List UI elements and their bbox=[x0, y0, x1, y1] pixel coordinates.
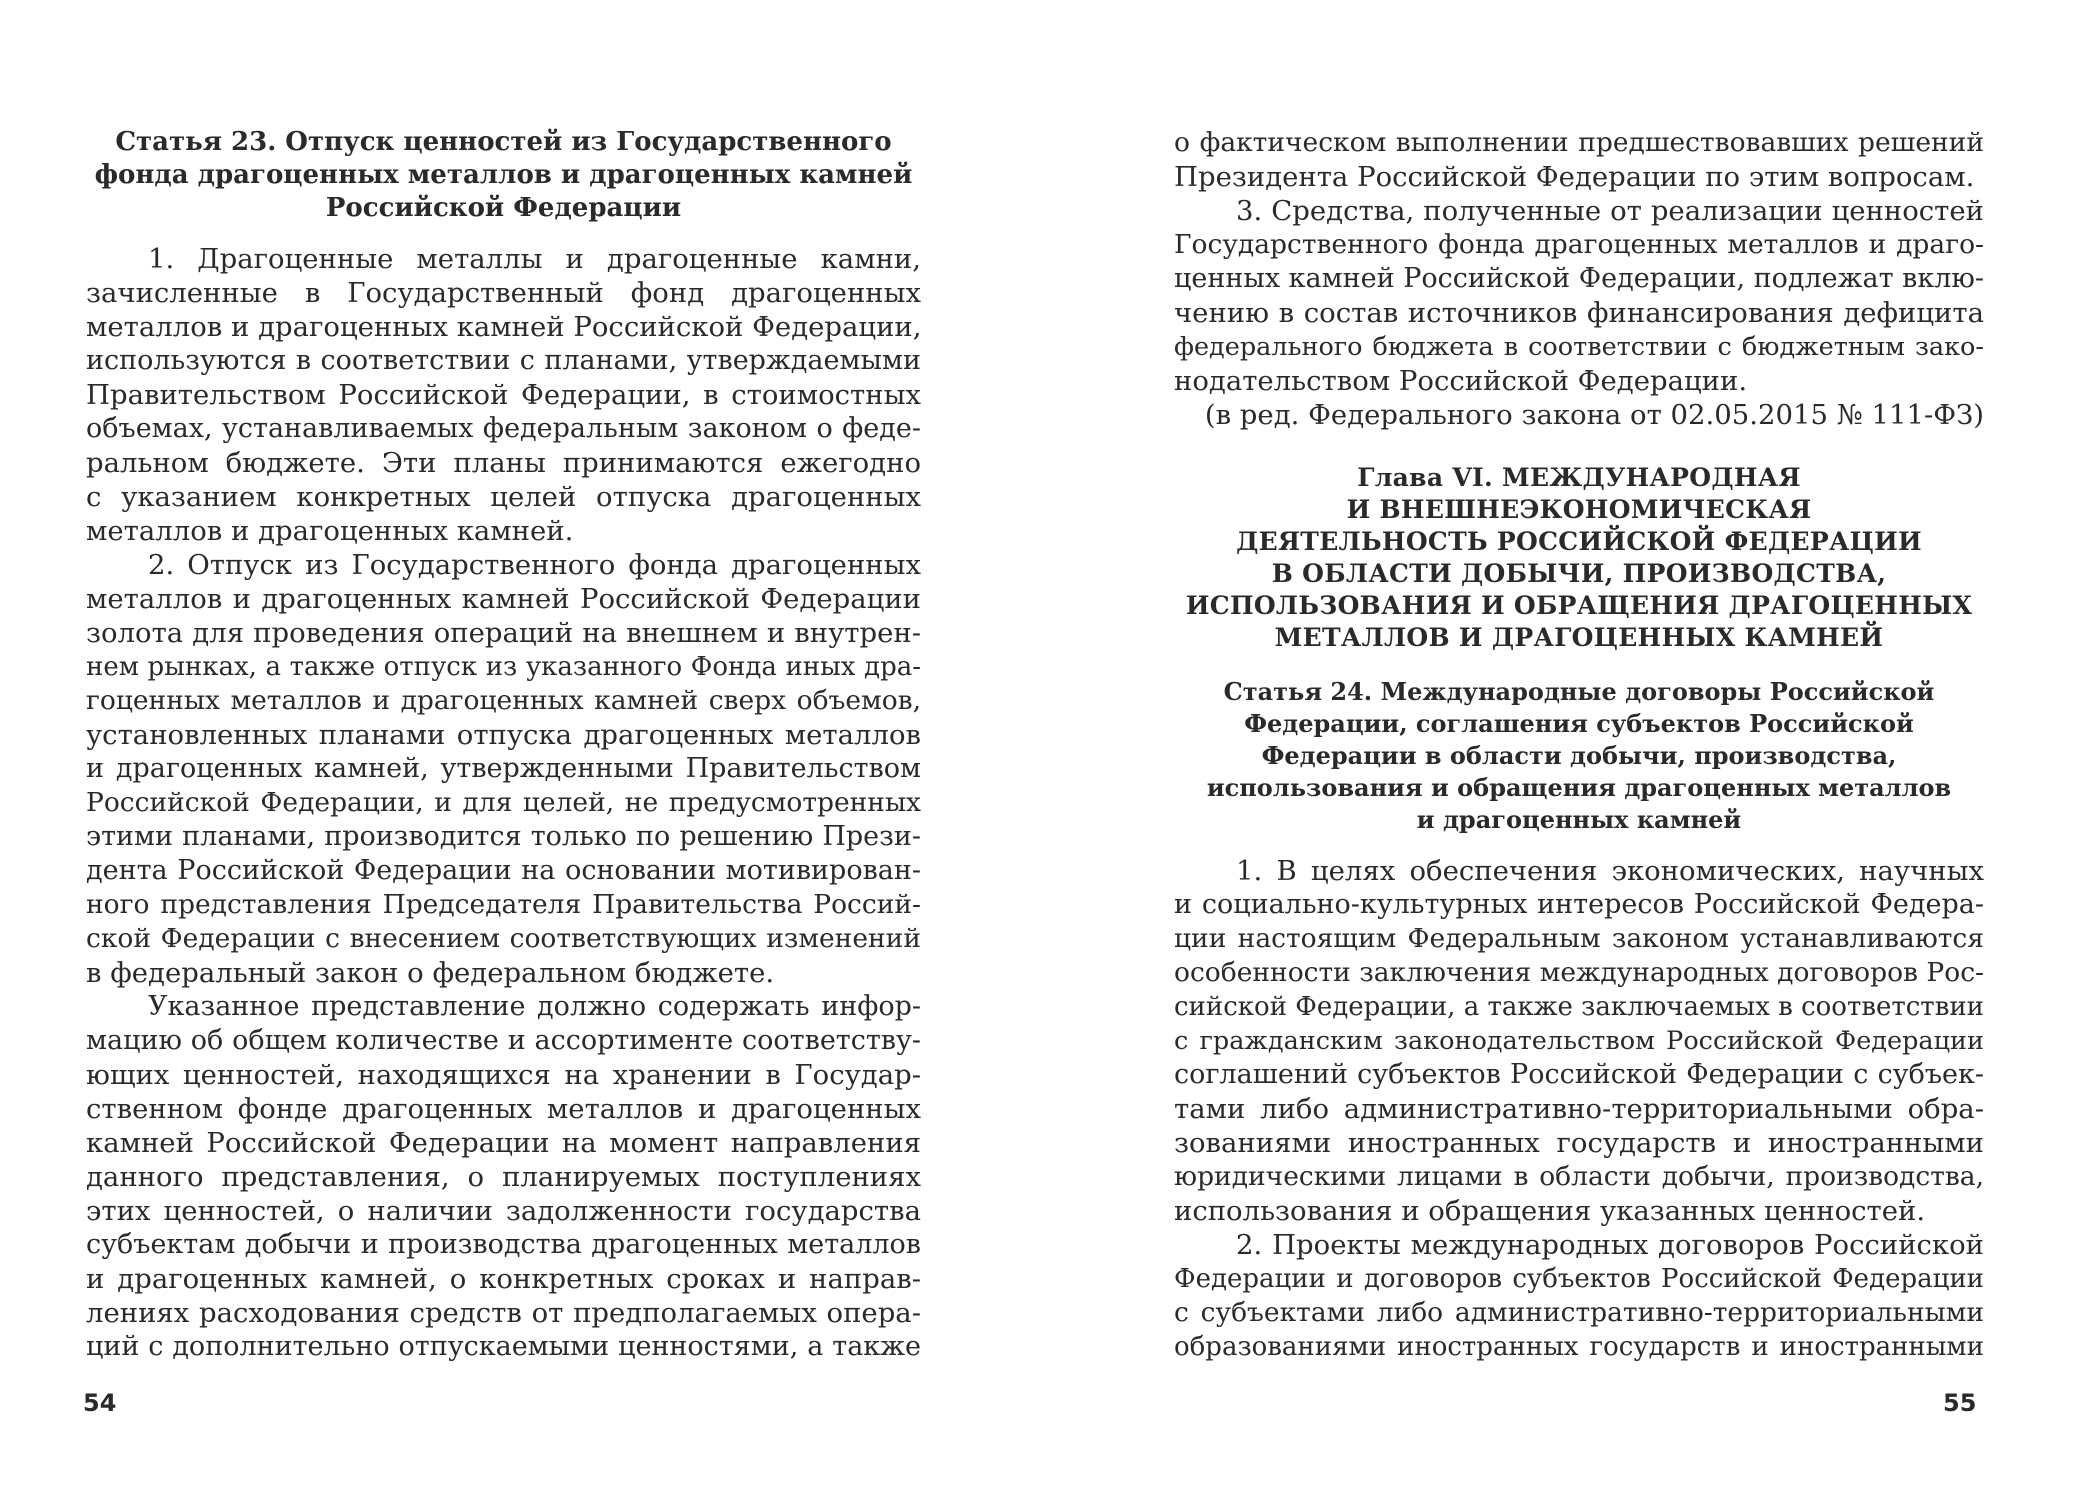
text-line: 2. Отпуск из Государственного фонда драгоценных bbox=[148, 549, 921, 581]
heading-line: Статья 24. Международные договоры Российской bbox=[1223, 677, 1935, 706]
text-line: 1. В целях обеспечения экономических, научных bbox=[1236, 855, 1984, 887]
text-line: с указанием конкретных целей отпуска драгоценных bbox=[86, 481, 921, 513]
text-line: в федеральный закон о федеральном бюджете. bbox=[86, 957, 775, 989]
text-line: чению в состав источников финансирования дефицита bbox=[1174, 297, 1984, 329]
text-line: используются в соответствии с планами, утверждаемыми bbox=[86, 345, 921, 376]
text-line: о фактическом выполнении предшествовавших решений bbox=[1174, 127, 1984, 158]
amendment-note: (в ред. Федерального закона от 02.05.2015 № 111-ФЗ) bbox=[1204, 399, 1984, 431]
text-line: с гражданским законодательством Российской Федерации bbox=[1174, 1026, 1984, 1056]
text-line: субъектам добычи и производства драгоценных металлов bbox=[86, 1229, 921, 1260]
heading-line: В ОБЛАСТИ ДОБЫЧИ, ПРОИЗВОДСТВА, bbox=[1271, 559, 1887, 588]
text-line: гоценных металлов и драгоценных камней сверх объемов, bbox=[86, 685, 921, 716]
text-line: федерального бюджета в соответствии с бюджетным зако- bbox=[1174, 332, 1984, 362]
text-line: Указанное представление должно содержать инфор- bbox=[148, 991, 921, 1022]
text-line: ции настоящим Федеральным законом устанавливаются bbox=[1174, 923, 1984, 954]
heading-line: фонда драгоценных металлов и драгоценных камней bbox=[94, 160, 913, 190]
heading-line: Статья 23. Отпуск ценностей из Государственного bbox=[115, 127, 892, 157]
text-line: металлов и драгоценных камней. bbox=[86, 515, 574, 547]
text-line: с субъектами либо административно-территориальными bbox=[1174, 1297, 1984, 1328]
text-line: ственном фонде драгоценных металлов и драгоценных bbox=[86, 1093, 921, 1125]
text-line: юридическими лицами в области добычи, производства, bbox=[1174, 1161, 1984, 1192]
text-line: объемах, устанавливаемых федеральным законом о феде- bbox=[86, 413, 921, 444]
text-line: лениях расходования средств от предполагаемых опера- bbox=[86, 1297, 921, 1329]
text-line: нодательством Российской Федерации. bbox=[1174, 365, 1748, 397]
text-line: и драгоценных камней, утвержденными Правительством bbox=[86, 753, 921, 784]
text-line: сийской Федерации, а также заключаемых в соответствии bbox=[1174, 992, 1984, 1022]
text-line: 3. Средства, полученные от реализации ценностей bbox=[1236, 195, 1984, 227]
text-line: соглашений субъектов Российской Федерации с субъек- bbox=[1174, 1059, 1984, 1090]
heading-line: использования и обращения драгоценных металлов bbox=[1206, 773, 1952, 802]
text-line: ющих ценностей, находящихся на хранении в Государ- bbox=[86, 1059, 921, 1091]
text-line: и социально-культурных интересов Российской Федера- bbox=[1174, 889, 1984, 920]
text-line: тами либо административно-территориальными обра- bbox=[1174, 1093, 1984, 1125]
text-line: образованиями иностранных государств и иностранными bbox=[1174, 1332, 1984, 1362]
heading-line: Российской Федерации bbox=[325, 193, 682, 223]
text-line: золота для проведения операций на внешнем и внутрен- bbox=[86, 617, 921, 649]
text-line: ценных камней Российской Федерации, подлежат вклю- bbox=[1174, 263, 1984, 294]
text-line: использования и обращения указанных ценностей. bbox=[1174, 1195, 1926, 1227]
text-line: этими планами, производится только по решению Прези- bbox=[86, 821, 921, 852]
heading-line: Глава VI. МЕЖДУНАРОДНАЯ bbox=[1357, 463, 1801, 492]
heading-line: И ВНЕШНЕЭКОНОМИЧЕСКАЯ bbox=[1346, 495, 1812, 524]
heading-line: и драгоценных камней bbox=[1416, 805, 1742, 834]
text-line: особенности заключения международных договоров Рос- bbox=[1174, 957, 1984, 988]
text-line: дента Российской Федерации на основании мотивирован- bbox=[86, 855, 921, 886]
text-line: металлов и драгоценных камней Российской Федерации bbox=[86, 583, 921, 615]
text-line: и драгоценных камней, о конкретных сроках и направ- bbox=[86, 1263, 921, 1295]
text-line: нем рынках, а также отпуск из указанного Фонда иных дра- bbox=[86, 652, 921, 682]
heading-line: ДЕЯТЕЛЬНОСТЬ РОССИЙСКОЙ ФЕДЕРАЦИИ bbox=[1236, 527, 1922, 556]
text-line: этих ценностей, о наличии задолженности государства bbox=[86, 1195, 921, 1227]
text-line: 1. Драгоценные металлы и драгоценные камни, bbox=[148, 243, 921, 275]
text-line: ций с дополнительно отпускаемыми ценностями, а также bbox=[86, 1331, 921, 1362]
heading-line: ИСПОЛЬЗОВАНИЯ И ОБРАЩЕНИЯ ДРАГОЦЕННЫХ bbox=[1185, 591, 1973, 620]
page-number-left: 54 bbox=[83, 1389, 117, 1417]
text-line: ного представления Председателя Правительства Россий- bbox=[86, 889, 921, 920]
text-line: зачисленные в Государственный фонд драгоценных bbox=[86, 277, 921, 309]
text-line: Президента Российской Федерации по этим вопросам. bbox=[1174, 161, 1975, 193]
text-line: данного представления, о планируемых поступлениях bbox=[86, 1161, 921, 1193]
text-line: ральном бюджете. Эти планы принимаются ежегодно bbox=[86, 447, 921, 479]
text-line: мацию об общем количестве и ассортименте соответству- bbox=[86, 1025, 921, 1056]
text-line: камней Российской Федерации на момент направления bbox=[86, 1127, 921, 1159]
text-line: Государственного фонда драгоценных металлов и драго- bbox=[1174, 229, 1984, 260]
page-number-right: 55 bbox=[1943, 1389, 1977, 1417]
heading-line: МЕТАЛЛОВ И ДРАГОЦЕННЫХ КАМНЕЙ bbox=[1274, 623, 1884, 652]
text-line: 2. Проекты международных договоров Российской bbox=[1236, 1229, 1984, 1261]
text-line: металлов и драгоценных камней Российской Федерации, bbox=[86, 311, 922, 343]
text-line: ской Федерации с внесением соответствующих изменений bbox=[86, 923, 921, 954]
heading-line: Федерации, соглашения субъектов Российской bbox=[1244, 709, 1914, 738]
text-line: зованиями иностранных государств и иностранными bbox=[1174, 1127, 1984, 1159]
text-line: Правительством Российской Федерации, в стоимостных bbox=[86, 379, 921, 411]
text-line: установленных планами отпуска драгоценных металлов bbox=[86, 719, 921, 751]
heading-line: Федерации в области добычи, производства, bbox=[1261, 741, 1897, 770]
text-line: Российской Федерации, и для целей, не предусмотренных bbox=[86, 787, 921, 818]
text-line: Федерации и договоров субъектов Российской Федерации bbox=[1174, 1264, 1984, 1294]
